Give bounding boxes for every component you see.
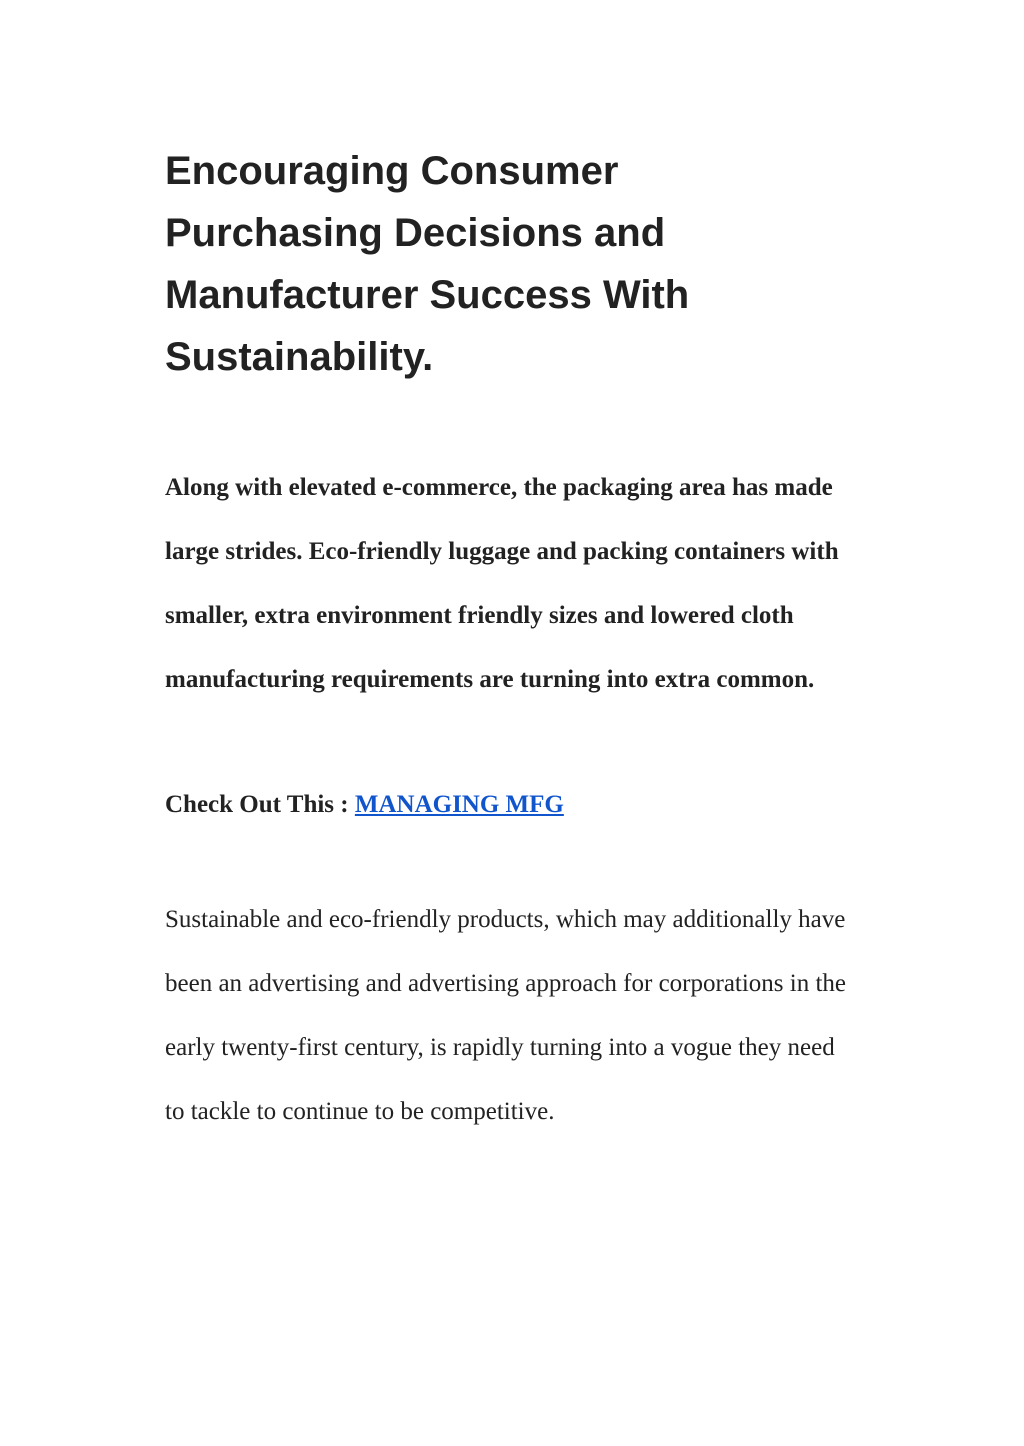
check-out-line [165,773,865,837]
document-title: Encouraging Consumer Purchasing Decisions and Manufacturer Success With Sustainability. [165,149,690,379]
check-out-prefix: Check Out This : [165,791,355,818]
managing-mfg-link[interactable]: MANAGING MFG [354,791,564,818]
body-paragraph: Sustainable and eco-friendly products, which may additionally have been an advertising and advertising approach for corporations in the early twenty-first century, is rapidly turning into a vogue they need to tackle to continue to be competitive. [165,906,847,1125]
document-page [165,140,865,1144]
lead-paragraph: Along with elevated e-commerce, the packaging area has made large strides. Eco-friendly luggage and packing containers with smaller, extra environment friendly sizes and lowered cloth manufacturing requirements are turning into extra common. [165,474,839,693]
